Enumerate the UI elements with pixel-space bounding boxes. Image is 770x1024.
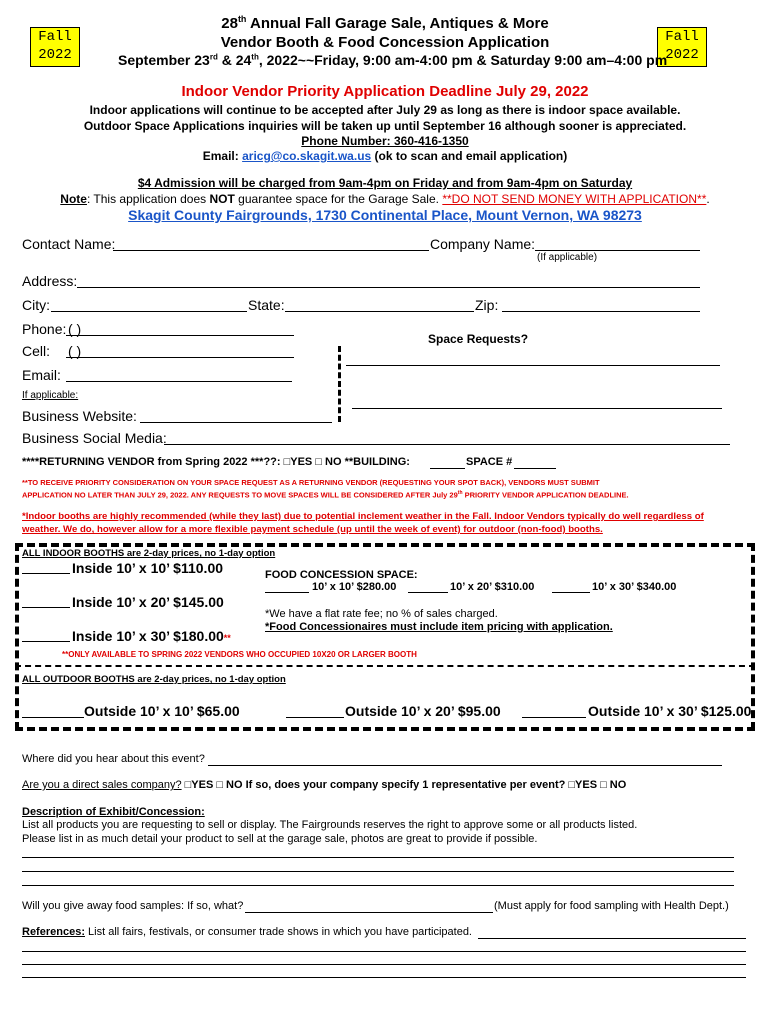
- note-end: .: [706, 192, 710, 206]
- cell-field[interactable]: [66, 357, 294, 358]
- outdoor-10x10-checkline[interactable]: [22, 717, 84, 718]
- food-10x30-checkline[interactable]: [552, 592, 590, 593]
- space-requests-line1[interactable]: [346, 365, 720, 366]
- indoor-10x10-checkline[interactable]: [22, 573, 70, 574]
- email-label: Email:: [202, 149, 243, 163]
- returning-notice-2b: PRIORITY VENDOR APPLICATION DEADLINE.: [462, 490, 629, 500]
- returning-notice-1: **TO RECEIVE PRIORITY CONSIDERATION ON YOUR SPACE REQUEST AS A RETURNING VENDOR (REQUESTING YOUR SPOT BACK), VENDORS MUST SUBMIT: [22, 478, 600, 487]
- email-link[interactable]: aricg@co.skagit.wa.us: [242, 149, 372, 163]
- description-line2: Please list in as much detail your product to sell at the garage sale, photos are great to provide if possible.: [22, 833, 538, 845]
- email-field-label: Email:: [22, 367, 61, 383]
- food-10x20-checkline[interactable]: [408, 592, 448, 593]
- returning-notice-2a: APPLICATION NO LATER THAN JULY 29, 2022. ANY REQUESTS TO MOVE SPACES WILL BE CONSIDERED AFTER July 29: [22, 490, 458, 500]
- header-sup: th: [237, 14, 247, 24]
- references-line: [22, 926, 472, 938]
- hear-about-field[interactable]: [208, 765, 722, 766]
- space-requests-line2[interactable]: [352, 408, 722, 409]
- food-flat-rate-note: *We have a flat rate fee; no % of sales charged.: [265, 608, 498, 620]
- hear-about-label: Where did you hear about this event?: [22, 753, 205, 765]
- date-c: , 2022~~Friday, 9:00 am-4:00 pm & Saturday 9:00 am–4:00 pm: [258, 52, 668, 68]
- contact-name-label: Contact Name:: [22, 236, 116, 252]
- cell-label: Cell:: [22, 343, 51, 359]
- references-field-2[interactable]: [22, 964, 746, 965]
- food-10x20-option: 10’ x 20’ $310.00: [450, 581, 535, 593]
- info-line1: Indoor applications will continue to be accepted after July 29 as long as there is indoor space available.: [89, 103, 681, 117]
- food-10x10-option: 10’ x 10’ $280.00: [312, 581, 397, 593]
- header-num: 28: [221, 15, 238, 32]
- indoor-10x30-mark: **: [223, 633, 231, 643]
- header-title: Annual Fall Garage Sale, Antiques & More: [246, 15, 549, 32]
- food-10x10-checkline[interactable]: [265, 592, 309, 593]
- venue-address: Skagit County Fairgrounds, 1730 Continental Place, Mount Vernon, WA 98273: [128, 207, 642, 223]
- state-field[interactable]: [285, 311, 474, 312]
- description-field-3[interactable]: [22, 885, 734, 886]
- address-field[interactable]: [77, 287, 700, 288]
- city-label: City:: [22, 297, 50, 313]
- booth-box-bottom: [15, 727, 755, 731]
- direct-sales-options[interactable]: □YES □ NO If so, does your company specify 1 representative per event? □YES □ NO: [181, 779, 627, 791]
- header-dates: [118, 52, 667, 68]
- outdoor-10x30-option: Outside 10’ x 30’ $125.00: [588, 703, 752, 719]
- company-name-label: Company Name:: [430, 236, 536, 252]
- returning-notice-2: [22, 490, 629, 500]
- description-line1: List all products you are requesting to sell or display. The Fairgrounds reserves the right to approve some or all products listed.: [22, 819, 638, 831]
- indoor-10x30-option: [72, 628, 231, 644]
- references-title: References:: [22, 926, 85, 938]
- state-label: State:: [248, 297, 285, 313]
- phone-paren: ( ): [68, 321, 82, 337]
- returning-vendor-line: ****RETURNING VENDOR from Spring 2022 ***??: □YES □ NO **BUILDING:: [22, 456, 410, 468]
- space-requests-label: Space Requests?: [428, 332, 529, 346]
- outdoor-10x10-option: Outside 10’ x 10’ $65.00: [84, 703, 240, 719]
- building-field[interactable]: [430, 468, 465, 469]
- date-sup2: th: [251, 52, 259, 62]
- admission-line: $4 Admission will be charged from 9am-4pm on Friday and from 9am-4pm on Saturday: [137, 176, 633, 190]
- description-field-2[interactable]: [22, 871, 734, 872]
- booth-box-left: [15, 543, 19, 730]
- outdoor-booths-title: ALL OUTDOOR BOOTHS are 2-day prices, no 1-day option: [22, 674, 286, 685]
- header-line2: Vendor Booth & Food Concession Application: [220, 34, 550, 51]
- social-label: Business Social Media:: [22, 430, 167, 446]
- space-number-label: SPACE #: [466, 456, 513, 468]
- email-note: (ok to scan and email application): [371, 149, 568, 163]
- website-label: Business Website:: [22, 408, 137, 424]
- company-name-field[interactable]: [535, 250, 700, 251]
- cell-paren: ( ): [68, 343, 82, 359]
- website-field[interactable]: [140, 422, 332, 423]
- date-a: September 23: [118, 52, 210, 68]
- date-sup1: rd: [209, 52, 218, 62]
- direct-sales-line: [22, 779, 626, 791]
- date-b: & 24: [217, 52, 252, 68]
- badge-left-line2: 2022: [38, 47, 72, 63]
- social-field[interactable]: [164, 444, 730, 445]
- address-label: Address:: [22, 273, 78, 289]
- booth-box-right: [751, 543, 755, 730]
- indoor-10x10-option: Inside 10’ x 10’ $110.00: [72, 560, 224, 576]
- food-samples-field[interactable]: [245, 912, 493, 913]
- note-text-b: guarantee space for the Garage Sale.: [234, 192, 443, 206]
- indoor-notice-2: weather. We do, however allow for a more flexible payment schedule (up until the week of event) for outdoor (non-food) booths.: [22, 524, 603, 535]
- zip-field[interactable]: [502, 311, 700, 312]
- indoor-10x20-option: Inside 10’ x 20’ $145.00: [72, 594, 224, 610]
- references-field-0[interactable]: [478, 938, 746, 939]
- indoor-footnote: **ONLY AVAILABLE TO SPRING 2022 VENDORS WHO OCCUPIED 10X20 OR LARGER BOOTH: [62, 650, 417, 659]
- badge-left-line1: Fall: [38, 29, 72, 45]
- note-not: NOT: [209, 192, 235, 206]
- phone-label: Phone:: [22, 321, 67, 337]
- food-pricing-note: *Food Concessionaires must include item pricing with application.: [265, 621, 613, 633]
- references-text: List all fairs, festivals, or consumer trade shows in which you have participated.: [84, 926, 472, 938]
- indoor-notice-1: *Indoor booths are highly recommended (while they last) due to potential inclement weather in the Fall. Indoor Vendors typically do well regardless of: [22, 511, 704, 522]
- returning-notice-sup: th: [457, 490, 463, 496]
- booth-box-mid: [15, 665, 755, 667]
- indoor-10x30-label: Inside 10’ x 30’ $180.00: [72, 628, 224, 644]
- deadline-text: Indoor Vendor Priority Application Deadline July 29, 2022: [181, 83, 589, 100]
- food-samples-note: (Must apply for food sampling with Health Dept.): [494, 900, 729, 912]
- space-requests-divider: [338, 346, 341, 422]
- deadline-title: [0, 83, 770, 100]
- outdoor-10x30-checkline[interactable]: [522, 717, 586, 718]
- food-10x30-option: 10’ x 30’ $340.00: [592, 581, 677, 593]
- description-title: Description of Exhibit/Concession:: [22, 806, 205, 818]
- direct-sales-question: Are you a direct sales company?: [22, 779, 182, 791]
- badge-right-line2: 2022: [665, 47, 699, 63]
- food-samples-label: Will you give away food samples: If so, what?: [22, 900, 244, 912]
- description-field-1[interactable]: [22, 857, 734, 858]
- if-applicable-note: (If applicable): [537, 252, 598, 263]
- indoor-10x30-checkline[interactable]: [22, 641, 70, 642]
- outdoor-10x20-checkline[interactable]: [286, 717, 344, 718]
- outdoor-10x20-option: Outside 10’ x 20’ $95.00: [345, 703, 501, 719]
- booth-box-top: [15, 543, 755, 547]
- contact-name-field[interactable]: [113, 250, 429, 251]
- city-field[interactable]: [51, 311, 247, 312]
- zip-label: Zip:: [475, 297, 499, 313]
- note-line: [0, 192, 770, 206]
- phone-field[interactable]: [66, 335, 294, 336]
- info-line2: Outdoor Space Applications inquiries will be taken up until September 16 although sooner is appreciated.: [83, 119, 687, 133]
- food-concession-title: FOOD CONCESSION SPACE:: [265, 569, 418, 581]
- space-number-field[interactable]: [514, 468, 556, 469]
- phone-number: Phone Number: 360-416-1350: [301, 134, 469, 148]
- email-line: [0, 149, 770, 163]
- indoor-10x20-checkline[interactable]: [22, 607, 70, 608]
- indoor-booths-title: ALL INDOOR BOOTHS are 2-day prices, no 1-day option: [22, 548, 276, 559]
- if-applicable-label: If applicable:: [22, 390, 79, 401]
- header-line1: [0, 14, 770, 32]
- references-field-1[interactable]: [22, 951, 746, 952]
- email-field[interactable]: [66, 381, 292, 382]
- badge-right-line1: Fall: [665, 29, 699, 45]
- note-label: Note: [60, 192, 87, 206]
- note-text-a: : This application does: [86, 192, 210, 206]
- no-money-warning: **DO NOT SEND MONEY WITH APPLICATION**: [442, 192, 707, 206]
- references-field-3[interactable]: [22, 977, 746, 978]
